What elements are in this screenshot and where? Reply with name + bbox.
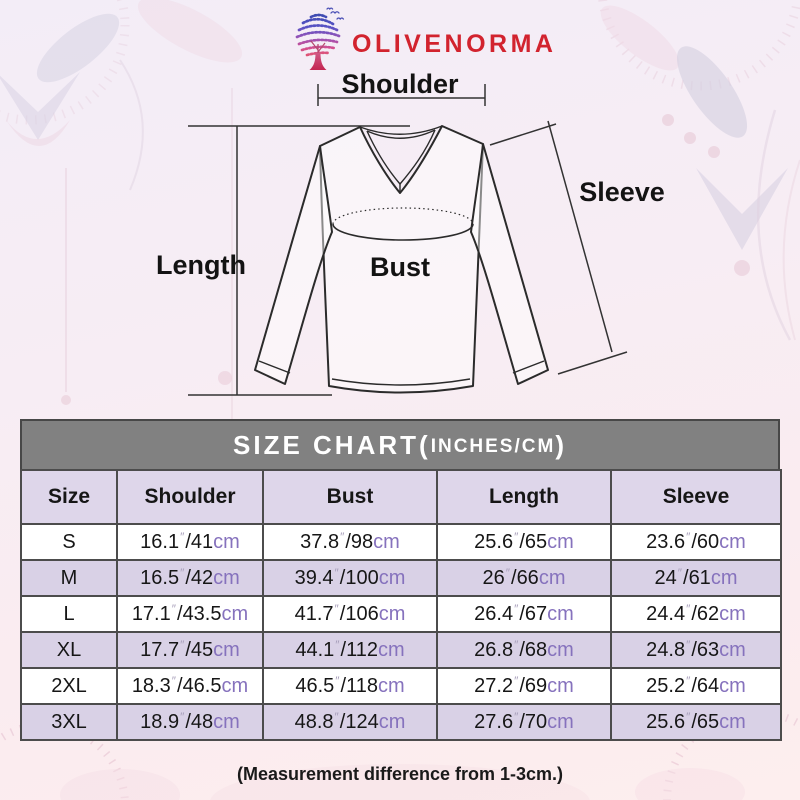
size-row bbox=[21, 668, 781, 704]
col-header-length: Length bbox=[437, 470, 611, 524]
cm-label: cm bbox=[377, 674, 405, 697]
inch-mark: ″ bbox=[171, 601, 176, 616]
inch-mark: ″ bbox=[171, 673, 176, 688]
size-chart-title bbox=[20, 419, 780, 469]
cm-label: cm bbox=[213, 530, 240, 553]
cm-label: cm bbox=[547, 638, 574, 661]
label-length: Length bbox=[156, 250, 246, 280]
cm-label: cm bbox=[547, 530, 574, 553]
length-value: 26″/66cm bbox=[437, 560, 611, 596]
bust-value: 41.7″/106cm bbox=[263, 596, 437, 632]
size-value: 3XL bbox=[21, 704, 117, 740]
sleeve-value: 24″/61cm bbox=[611, 560, 781, 596]
cm-label: cm bbox=[373, 530, 400, 553]
cm-label: cm bbox=[221, 602, 249, 625]
inch-mark: ″ bbox=[505, 565, 510, 580]
cm-label: cm bbox=[719, 530, 746, 553]
inch-mark: ″ bbox=[514, 637, 519, 652]
inch-mark: ″ bbox=[180, 529, 185, 544]
size-row bbox=[21, 524, 781, 560]
inch-mark: ″ bbox=[686, 529, 691, 544]
size-chart bbox=[20, 419, 780, 741]
bust-value: 39.4″/100cm bbox=[263, 560, 437, 596]
bust-value: 46.5″/118cm bbox=[263, 668, 437, 704]
sleeve-value: 25.6″/65cm bbox=[611, 704, 781, 740]
cm-label: cm bbox=[547, 602, 574, 625]
inch-mark: ″ bbox=[334, 709, 339, 724]
measurement-note: (Measurement difference from 1-3cm.) bbox=[236, 764, 564, 784]
inch-mark: ″ bbox=[334, 565, 339, 580]
size-value: XL bbox=[21, 632, 117, 668]
size-row bbox=[21, 596, 781, 632]
title-suffix: ) bbox=[555, 429, 567, 460]
cm-label: cm bbox=[213, 710, 240, 733]
inch-mark: ″ bbox=[514, 601, 519, 616]
size-row bbox=[21, 632, 781, 668]
length-value: 27.2″/69cm bbox=[437, 668, 611, 704]
shoulder-value: 17.1″/43.5cm bbox=[117, 596, 263, 632]
bust-value: 37.8″/98cm bbox=[263, 524, 437, 560]
inch-mark: ″ bbox=[334, 601, 339, 616]
shoulder-value: 17.7″/45cm bbox=[117, 632, 263, 668]
length-value: 26.4″/67cm bbox=[437, 596, 611, 632]
length-value: 26.8″/68cm bbox=[437, 632, 611, 668]
cm-label: cm bbox=[710, 566, 738, 589]
inch-mark: ″ bbox=[180, 637, 185, 652]
inch-mark: ″ bbox=[335, 637, 340, 652]
shoulder-value: 16.5″/42cm bbox=[117, 560, 263, 596]
size-value: 2XL bbox=[21, 668, 117, 704]
inch-mark: ″ bbox=[514, 673, 519, 688]
length-value: 25.6″/65cm bbox=[437, 524, 611, 560]
length-value: 27.6″/70cm bbox=[437, 704, 611, 740]
size-table bbox=[20, 469, 782, 741]
cm-label: cm bbox=[547, 674, 574, 697]
inch-mark: ″ bbox=[180, 709, 185, 724]
sleeve-value: 25.2″/64cm bbox=[611, 668, 781, 704]
col-header-sleeve: Sleeve bbox=[611, 470, 781, 524]
cm-label: cm bbox=[378, 710, 406, 733]
col-header-size: Size bbox=[21, 470, 117, 524]
cm-label: cm bbox=[719, 602, 746, 625]
cm-label: cm bbox=[378, 602, 406, 625]
cm-label: cm bbox=[538, 566, 566, 589]
shoulder-value: 16.1″/41cm bbox=[117, 524, 263, 560]
inch-mark: ″ bbox=[686, 637, 691, 652]
sleeve-value: 23.6″/60cm bbox=[611, 524, 781, 560]
col-header-bust: Bust bbox=[263, 470, 437, 524]
cm-label: cm bbox=[378, 566, 406, 589]
title-prefix: SIZE CHART( bbox=[233, 429, 431, 460]
inch-mark: ″ bbox=[514, 709, 519, 724]
size-row bbox=[21, 560, 781, 596]
size-value: S bbox=[21, 524, 117, 560]
birds-icon bbox=[327, 8, 343, 19]
label-shoulder: Shoulder bbox=[341, 69, 459, 99]
shirt-measurement-diagram bbox=[140, 58, 700, 410]
cm-label: cm bbox=[221, 674, 249, 697]
label-bust: Bust bbox=[370, 252, 430, 282]
cm-label: cm bbox=[377, 638, 405, 661]
cm-label: cm bbox=[719, 674, 746, 697]
cm-label: cm bbox=[213, 566, 240, 589]
inch-mark: ″ bbox=[180, 565, 185, 580]
cm-label: cm bbox=[719, 638, 746, 661]
size-table-body bbox=[21, 524, 781, 740]
inch-mark: ″ bbox=[340, 529, 345, 544]
cm-label: cm bbox=[547, 710, 574, 733]
cm-label: cm bbox=[719, 710, 746, 733]
inch-mark: ″ bbox=[335, 673, 340, 688]
cm-label: cm bbox=[213, 638, 240, 661]
brand-logo-text: OLIVENORMA bbox=[352, 30, 557, 58]
shoulder-value: 18.9″/48cm bbox=[117, 704, 263, 740]
inch-mark: ″ bbox=[677, 565, 682, 580]
bust-value: 48.8″/124cm bbox=[263, 704, 437, 740]
inch-mark: ″ bbox=[514, 529, 519, 544]
header-row bbox=[21, 470, 781, 524]
bust-value: 44.1″/112cm bbox=[263, 632, 437, 668]
size-row bbox=[21, 704, 781, 740]
inch-mark: ″ bbox=[686, 709, 691, 724]
label-sleeve: Sleeve bbox=[579, 177, 665, 207]
sleeve-value: 24.4″/62cm bbox=[611, 596, 781, 632]
col-header-shoulder: Shoulder bbox=[117, 470, 263, 524]
size-value: L bbox=[21, 596, 117, 632]
inch-mark: ″ bbox=[686, 601, 691, 616]
title-unit: INCHES/CM bbox=[430, 435, 556, 457]
sleeve-value: 24.8″/63cm bbox=[611, 632, 781, 668]
inch-mark: ″ bbox=[686, 673, 691, 688]
shoulder-value: 18.3″/46.5cm bbox=[117, 668, 263, 704]
size-value: M bbox=[21, 560, 117, 596]
